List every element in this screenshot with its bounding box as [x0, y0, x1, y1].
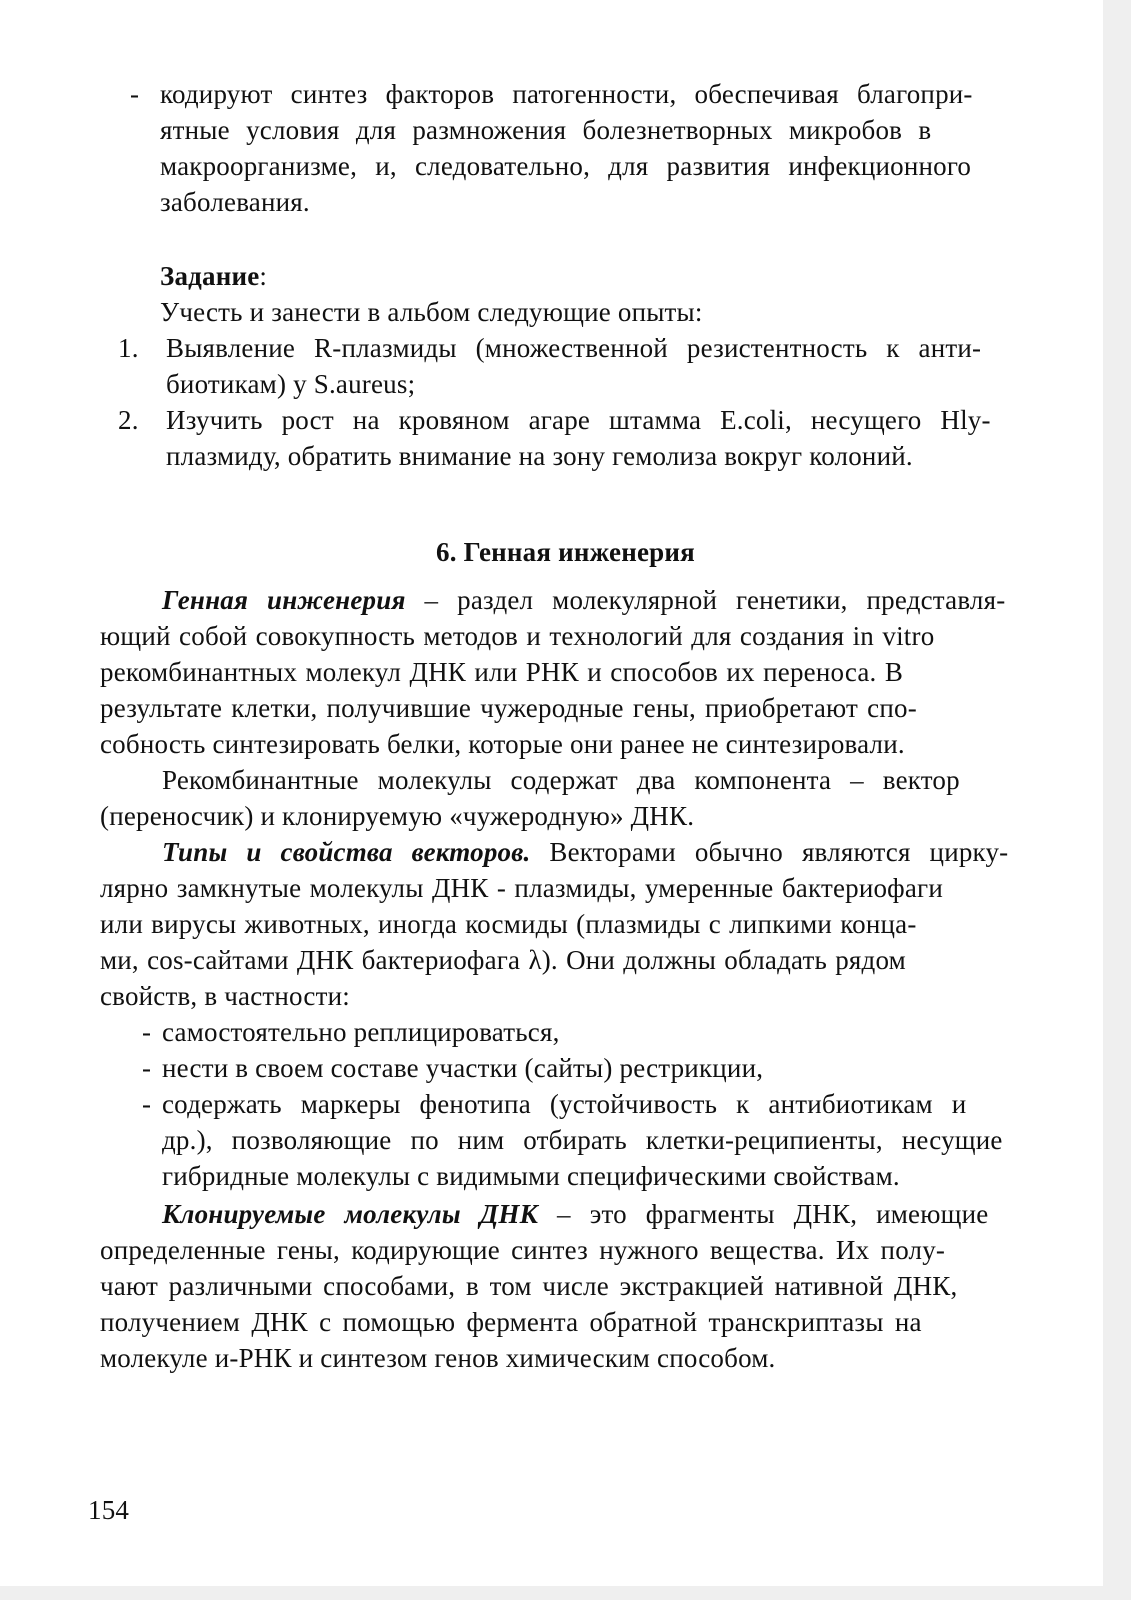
task-heading-colon: : — [259, 261, 268, 291]
page-number: 154 — [88, 1495, 130, 1525]
text-line: биотикам) у S.aureus; — [166, 369, 416, 399]
paragraph-vector-types — [100, 834, 1008, 1014]
paragraph-cloned-dna — [100, 1196, 988, 1376]
text-line: Выявление R-плазмиды (множественной резистентность к анти- — [166, 333, 982, 363]
property-item — [142, 1050, 763, 1086]
text-line: лярно замкнутые молекулы ДНК - плазмиды, умеренные бактериофаги — [100, 873, 943, 903]
term-cloned-dna: Клонируемые молекулы ДНК — [162, 1199, 539, 1229]
task-item-1 — [118, 330, 1022, 402]
text-line: свойств, в частности: — [100, 981, 350, 1011]
text-line: гибридные молекулы с видимыми специфическими свойствам. — [162, 1161, 900, 1191]
task-intro: Учесть и занести в альбом следующие опыты: — [160, 297, 703, 327]
text-line: макроорганизме, и, следовательно, для развития инфекционного — [160, 151, 972, 181]
section-title: 6. Генная инженерия — [436, 537, 695, 567]
property-item — [142, 1014, 560, 1050]
bullet-marker: - — [142, 1017, 152, 1047]
text-line: определенные гены, кодирующие синтез нужного вещества. Их полу- — [100, 1235, 946, 1265]
text-line: Рекомбинантные молекулы содержат два компонента – вектор — [162, 765, 960, 795]
paragraph-genetic-engineering — [100, 582, 1005, 762]
text-line: Векторами обычно являются цирку- — [530, 837, 1009, 867]
task-item-number: 2. — [118, 405, 139, 435]
text-line: Изучить рост на кровяном агаре штамма E.coli, несущего Hly- — [166, 405, 991, 435]
text-line: др.), позволяющие по ним отбирать клетки-реципиенты, несущие — [162, 1125, 1003, 1155]
bullet-marker: - — [130, 79, 140, 109]
text-line: молекуле и-РНК и синтезом генов химическим способом. — [100, 1343, 776, 1373]
pathogenicity-bullet — [130, 76, 1022, 220]
scan-edge-bottom — [0, 1586, 1131, 1600]
text-line: чают различными способами, в том числе экстракцией нативной ДНК, — [100, 1271, 958, 1301]
text-line: собность синтезировать белки, которые они ранее не синтезировали. — [100, 729, 905, 759]
bullet-marker: - — [142, 1089, 152, 1119]
text-line: нести в своем составе участки (сайты) рестрикции, — [162, 1053, 764, 1083]
term-genetic-engineering: Генная инженерия — [162, 585, 406, 615]
text-line: ми, cos-сайтами ДНК бактериофага λ). Они должны обладать рядом — [100, 945, 906, 975]
text-line: ющий собой совокупность методов и технологий для создания in vitro — [100, 621, 935, 651]
paragraph-recombinant — [100, 762, 960, 834]
term-vector-types: Типы и свойства векторов. — [162, 837, 531, 867]
text-line: ятные условия для размножения болезнетворных микробов в — [160, 115, 932, 145]
text-line: содержать маркеры фенотипа (устойчивость к антибиотикам и — [162, 1089, 967, 1119]
text-line: самостоятельно реплицироваться, — [162, 1017, 560, 1047]
text-line: – это фрагменты ДНК, имеющие — [538, 1199, 989, 1229]
text-line: результате клетки, получившие чужеродные гены, приобретают спо- — [100, 693, 917, 723]
text-line: (переносчик) и клонируемую «чужеродную» ДНК. — [100, 801, 695, 831]
text-line: рекомбинантных молекул ДНК или РНК и способов их переноса. В — [100, 657, 904, 687]
text-line: или вирусы животных, иногда космиды (плазмиды с липкими конца- — [100, 909, 917, 939]
text-line: заболевания. — [160, 187, 310, 217]
text-line: – раздел молекулярной генетики, представля- — [405, 585, 1006, 615]
bullet-marker: - — [142, 1053, 152, 1083]
text-line: кодируют синтез факторов патогенности, обеспечивая благопри- — [160, 79, 973, 109]
task-item-number: 1. — [118, 333, 139, 363]
text-line: плазмиду, обратить внимание на зону гемолиза вокруг колоний. — [166, 441, 913, 471]
task-heading — [160, 258, 267, 294]
text-line: получением ДНК с помощью фермента обратной транскриптазы на — [100, 1307, 922, 1337]
scan-edge-right — [1103, 0, 1131, 1600]
task-item-2 — [118, 402, 1022, 474]
property-item — [142, 1086, 1003, 1194]
task-heading-label: Задание — [160, 261, 260, 291]
